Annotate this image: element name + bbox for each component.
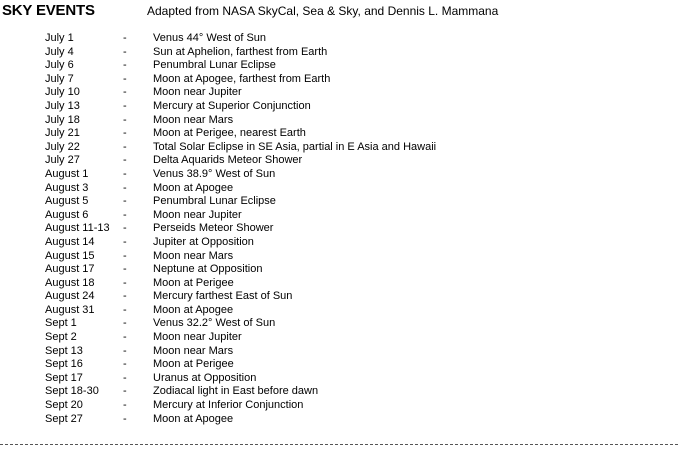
event-row <box>45 154 665 168</box>
event-description: Moon near Mars <box>153 249 234 262</box>
event-separator: - <box>123 371 127 384</box>
event-separator: - <box>123 113 127 126</box>
event-separator: - <box>123 195 127 208</box>
event-date: August 1 <box>45 167 89 180</box>
event-separator: - <box>123 127 127 140</box>
event-description: Venus 38.9° West of Sun <box>153 167 276 180</box>
event-separator: - <box>123 344 127 357</box>
event-description: Penumbral Lunar Eclipse <box>153 59 276 72</box>
event-description: Total Solar Eclipse in SE Asia, partial in E Asia and Hawaii <box>153 140 437 153</box>
event-date: August 5 <box>45 195 89 208</box>
event-separator: - <box>123 290 127 303</box>
dashed-divider <box>0 444 678 445</box>
event-row <box>45 59 665 73</box>
event-separator: - <box>123 86 127 99</box>
event-description: Moon at Apogee, farthest from Earth <box>153 72 331 85</box>
event-separator: - <box>123 45 127 58</box>
event-row <box>45 222 665 236</box>
event-separator: - <box>123 303 127 316</box>
events-list <box>45 32 665 426</box>
event-description: Zodiacal light in East before dawn <box>153 385 319 398</box>
event-row <box>45 195 665 209</box>
event-description: Delta Aquarids Meteor Shower <box>153 154 303 167</box>
event-date: July 13 <box>45 99 80 112</box>
event-row <box>45 317 665 331</box>
event-separator: - <box>123 32 127 44</box>
event-row <box>45 304 665 318</box>
event-row <box>45 290 665 304</box>
page-title: SKY EVENTS <box>2 2 95 19</box>
event-row <box>45 250 665 264</box>
event-date: Sept 17 <box>45 371 83 384</box>
event-description: Moon at Perigee, nearest Earth <box>153 127 306 140</box>
event-row <box>45 236 665 250</box>
event-date: August 24 <box>45 290 95 303</box>
event-date: Sept 1 <box>45 317 77 330</box>
event-row <box>45 127 665 141</box>
event-date: Sept 13 <box>45 344 83 357</box>
event-date: July 18 <box>45 113 80 126</box>
event-description: Venus 44° West of Sun <box>153 32 267 44</box>
event-row <box>45 385 665 399</box>
event-description: Moon at Apogee <box>153 412 234 425</box>
event-separator: - <box>123 331 127 344</box>
event-separator: - <box>123 276 127 289</box>
event-row <box>45 277 665 291</box>
event-date: Sept 16 <box>45 358 83 371</box>
event-row <box>45 358 665 372</box>
event-separator: - <box>123 99 127 112</box>
event-description: Uranus at Opposition <box>153 371 257 384</box>
event-row <box>45 168 665 182</box>
event-row <box>45 413 665 427</box>
event-description: Sun at Aphelion, farthest from Earth <box>153 45 328 58</box>
event-row <box>45 73 665 87</box>
event-date: August 18 <box>45 276 95 289</box>
event-date: July 6 <box>45 59 74 72</box>
event-separator: - <box>123 72 127 85</box>
event-row <box>45 100 665 114</box>
event-separator: - <box>123 208 127 221</box>
event-row <box>45 263 665 277</box>
event-separator: - <box>123 317 127 330</box>
event-separator: - <box>123 167 127 180</box>
event-date: July 10 <box>45 86 80 99</box>
event-date: Sept 2 <box>45 331 77 344</box>
event-description: Penumbral Lunar Eclipse <box>153 195 276 208</box>
event-description: Moon near Jupiter <box>153 331 242 344</box>
event-date: August 31 <box>45 303 95 316</box>
event-description: Moon at Perigee <box>153 276 234 289</box>
event-date: Sept 18-30 <box>45 385 99 398</box>
event-date: August 14 <box>45 235 95 248</box>
event-date: Sept 20 <box>45 399 83 412</box>
event-separator: - <box>123 358 127 371</box>
event-description: Moon near Mars <box>153 344 234 357</box>
event-description: Moon at Apogee <box>153 181 234 194</box>
event-separator: - <box>123 140 127 153</box>
event-row <box>45 372 665 386</box>
event-description: Jupiter at Opposition <box>153 235 254 248</box>
event-date: July 7 <box>45 72 74 85</box>
event-description: Moon near Mars <box>153 113 234 126</box>
event-separator: - <box>123 385 127 398</box>
event-description: Moon near Jupiter <box>153 208 242 221</box>
event-row <box>45 345 665 359</box>
event-separator: - <box>123 154 127 167</box>
event-date: August 17 <box>45 263 95 276</box>
event-row <box>45 209 665 223</box>
event-description: Moon at Perigee <box>153 358 234 371</box>
event-description: Moon near Jupiter <box>153 86 242 99</box>
event-date: August 6 <box>45 208 89 221</box>
event-separator: - <box>123 59 127 72</box>
event-separator: - <box>123 399 127 412</box>
event-description: Mercury farthest East of Sun <box>153 290 293 303</box>
event-date: Sept 27 <box>45 412 83 425</box>
event-description: Neptune at Opposition <box>153 263 263 276</box>
event-description: Moon at Apogee <box>153 303 234 316</box>
event-separator: - <box>123 412 127 425</box>
event-date: August 15 <box>45 249 95 262</box>
event-date: July 1 <box>45 32 74 44</box>
event-separator: - <box>123 235 127 248</box>
event-date: July 4 <box>45 45 74 58</box>
event-description: Venus 32.2° West of Sun <box>153 317 276 330</box>
event-row <box>45 32 665 46</box>
event-date: July 22 <box>45 140 80 153</box>
event-row <box>45 399 665 413</box>
source-credit: Adapted from NASA SkyCal, Sea & Sky, and Dennis L. Mammana <box>147 4 499 18</box>
event-description: Mercury at Superior Conjunction <box>153 99 311 112</box>
event-separator: - <box>123 263 127 276</box>
event-row <box>45 46 665 60</box>
event-date: August 11-13 <box>45 222 110 235</box>
event-row <box>45 182 665 196</box>
event-row <box>45 331 665 345</box>
event-row <box>45 86 665 100</box>
event-date: July 21 <box>45 127 80 140</box>
event-date: July 27 <box>45 154 80 167</box>
event-description: Mercury at Inferior Conjunction <box>153 399 304 412</box>
event-separator: - <box>123 181 127 194</box>
event-separator: - <box>123 249 127 262</box>
event-separator: - <box>123 222 127 235</box>
event-row <box>45 141 665 155</box>
event-description: Perseids Meteor Shower <box>153 222 274 235</box>
event-row <box>45 114 665 128</box>
event-date: August 3 <box>45 181 89 194</box>
